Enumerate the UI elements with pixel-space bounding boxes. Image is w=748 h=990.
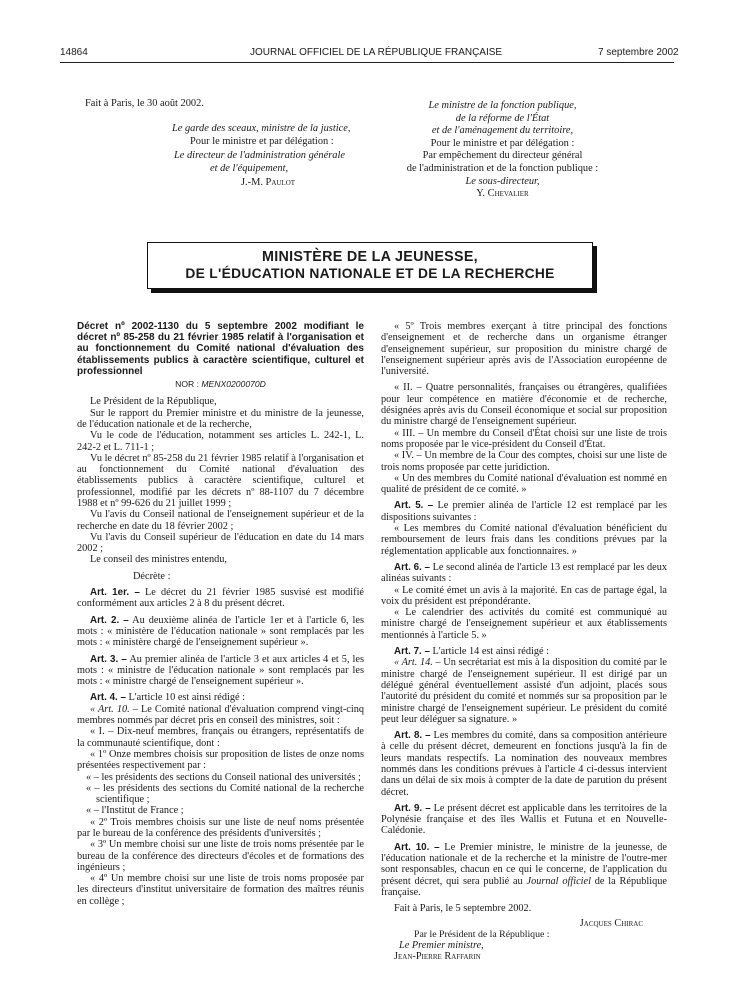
decrete: Décrète : bbox=[133, 570, 171, 582]
visa: Vu le code de l'éducation, notamment ses articles L. 242-1, L. 242-2 et L. 711-1 ; bbox=[77, 430, 364, 453]
signer-role: Le garde des sceaux, ministre de la justice, bbox=[172, 122, 351, 134]
intro: Le Président de la République, bbox=[90, 396, 217, 408]
article-2: Art. 2. – Au deuxième alinéa de l'article 1er et à l'article 6, les mots : « ministère de l'éducation nationale » sont remplacés par les mots : « ministère chargé de l'enseignement supérieur ». bbox=[77, 614, 364, 649]
page-number: 14864 bbox=[60, 47, 88, 58]
delegation-3: de l'administration et de la fonction publique : bbox=[406, 162, 599, 174]
delegation-2: Par empêchement du directeur général bbox=[422, 150, 583, 162]
director-role: Le directeur de l'administration générale bbox=[174, 149, 345, 161]
decree-column-right bbox=[381, 321, 667, 963]
signature-block bbox=[381, 918, 667, 963]
article-6-quote-1: « Le comité émet un avis à la majorité. En cas de partage égal, la voix du président est prépondérante. bbox=[381, 584, 667, 607]
signer-name: Y. Chevalier bbox=[476, 188, 529, 200]
signed-place-date: Fait à Paris, le 5 septembre 2002. bbox=[394, 903, 532, 915]
article-10-2: « 2º Trois membres choisis sur une liste de neuf noms présentée par le bureau de la conférence des présidents d'universités ; bbox=[77, 816, 364, 839]
list-item: « – les présidents des sections du Comité national de la recherche scientifique ; bbox=[86, 782, 364, 806]
visa: Vu l'avis du Conseil national de l'enseignement supérieur et de la recherche en date du 18 février 2002 ; bbox=[77, 509, 364, 532]
journal-title: JOURNAL OFFICIEL DE LA RÉPUBLIQUE FRANÇAISE bbox=[250, 47, 503, 58]
minister-role-3: et de l'aménagement du territoire, bbox=[431, 125, 574, 137]
ministry-line-2: DE L'ÉDUCATION NATIONALE ET DE LA RECHERCHE bbox=[185, 266, 555, 281]
minister-role-2: de la réforme de l'État bbox=[455, 112, 550, 124]
article-10-4: « 4º Un membre choisi sur une liste de trois noms proposée par les directeurs d'institut universitaire de formation des maîtres réunis en collège ; bbox=[77, 873, 364, 907]
minister-role: Le ministre de la fonction publique, bbox=[428, 100, 577, 111]
subdirector-role: Le sous-directeur, bbox=[465, 175, 540, 187]
previous-signature-left bbox=[65, 97, 365, 190]
article-10-quote: « Art. 10. – Le Comité national d'évaluation comprend vingt-cinq membres nommés par décret pris en conseil des ministres, soit : bbox=[77, 703, 365, 727]
list-item: « – l'Institut de France ; bbox=[86, 805, 184, 817]
article-5-quote: « Les membres du Comité national d'évaluation bénéficient du remboursement de leurs frais dans les conditions prévues par la réglementation applicable aux fonctionnaires. » bbox=[381, 523, 667, 557]
article-7: Art. 7. – L'article 14 est ainsi rédigé : bbox=[394, 646, 550, 658]
signer-name: J.-M. Paulot bbox=[241, 176, 296, 188]
article-4: Art. 4. – L'article 10 est ainsi rédigé : bbox=[90, 692, 246, 704]
visa: Sur le rapport du Premier ministre et du ministre de la jeunesse, de l'éducation nationale et de la recherche, bbox=[77, 407, 364, 430]
ministry-line-1: MINISTÈRE DE LA JEUNESSE, bbox=[262, 249, 478, 265]
article-10-III: « III. – Un membre du Conseil d'État choisi sur une liste de trois noms proposée par le vice-président du Conseil d'État. bbox=[381, 427, 667, 450]
decree-column-left bbox=[77, 321, 364, 907]
visa: Vu l'avis du Conseil supérieur de l'éducation en date du 14 mars 2002 ; bbox=[77, 531, 364, 555]
article-10-I: « I. – Dix-neuf membres, français ou étrangers, représentatifs de la communauté scientifique, dont : bbox=[77, 726, 364, 749]
article-6: Art. 6. – Le second alinéa de l'article 13 est remplacé par les deux alinéas suivants : bbox=[381, 561, 668, 585]
article-10-IV: « IV. – Un membre de la Cour des comptes, choisi sur une liste de trois noms proposée par cette juridiction. bbox=[381, 450, 667, 473]
article-10: Art. 10. – Le Premier ministre, le ministre de la jeunesse, de l'éducation nationale et de la recherche et la ministre de l'outre-mer sont responsables, chacun en ce qui le concerne, de l'application du présent décret, qui sera publié au Journal officiel de la République française. bbox=[381, 841, 667, 898]
header-rule bbox=[60, 62, 674, 63]
article-5: Art. 5. – Le premier alinéa de l'article 12 est remplacé par les dispositions suivantes : bbox=[381, 500, 667, 523]
previous-signature-right bbox=[380, 100, 625, 201]
visa: Le conseil des ministres entendu, bbox=[90, 554, 227, 566]
article-9: Art. 9. – Le présent décret est applicable dans les territoires de la Polynésie française et des îles Wallis et Futuna et en Nouvelle-Calédonie. bbox=[381, 802, 667, 837]
article-10-3: « 3º Un membre choisi sur une liste de trois noms présentée par le bureau de la conférence des directeurs d'écoles et de formations des ingénieurs ; bbox=[77, 839, 364, 873]
place-date: Fait à Paris, le 30 août 2002. bbox=[85, 98, 204, 109]
article-10-1: « 1º Onze membres choisis sur proposition de listes de onze noms présentées respectivement par : bbox=[77, 748, 364, 772]
delegation: Pour le ministre et par délégation : bbox=[430, 137, 575, 149]
article-10-5: « 5º Trois membres exerçant à titre principal des fonctions d'enseignement et de recherche dans un organisme étranger d'enseignement supérieur, sur proposition du ministre chargé de l'enseignement supérieur après avis de l'Association européenne de l'université. bbox=[381, 321, 667, 378]
article-14-quote: « Art. 14. – Un secrétariat est mis à la disposition du comité par le ministre chargé de l'enseignement supérieur. Il est dirigé par un délégué général éventuellement assisté d'un adjoint, placés sous l'autorité du président du comité et nommés sur sa proposition par le ministre chargé de l'enseignement supérieur. Le président du comité peut leur déléguer sa signature. » bbox=[381, 657, 668, 725]
pm-role: Le Premier ministre, bbox=[399, 940, 484, 952]
director-role-cont: et de l'équipement, bbox=[210, 163, 289, 175]
delegation: Pour le ministre et par délégation : bbox=[190, 136, 334, 148]
article-3: Art. 3. – Au premier alinéa de l'article 3 et aux articles 4 et 5, les mots : « ministre de l'éducation nationale » sont remplacés par les mots : « ministre chargé de l'enseignement supérieur ». bbox=[77, 653, 364, 688]
article-1: Art. 1er. – Le décret du 21 février 1985 susvisé est modifié conformément aux articles 2 à 8 du présent décret. bbox=[77, 587, 365, 610]
decree-title: Décret nº 2002-1130 du 5 septembre 2002 modifiant le décret nº 85-258 du 21 février 1985 relatif à l'organisation et au fonctionnement du Comité national d'évaluation des établissements publics à caractère scientifique, culturel et professionnel bbox=[77, 321, 364, 377]
list-item: « – les présidents des sections du Conseil national des universités ; bbox=[86, 771, 361, 783]
header-date: 7 septembre 2002 bbox=[598, 47, 679, 58]
article-6-quote-2: « Le calendrier des activités du comité est communiqué au ministre chargé de l'enseignement supérieur et aux établissements mentionnés à l'article 5. » bbox=[381, 607, 667, 641]
by-president: Par le Président de la République : bbox=[414, 928, 550, 940]
ministry-heading-box bbox=[147, 242, 593, 289]
president-name: Jacques Chirac bbox=[579, 917, 643, 929]
article-10-president: « Un des membres du Comité national d'évaluation est nommé en qualité de président de ce comité. » bbox=[381, 472, 667, 496]
nor-reference: NOR : MENX0200070D bbox=[175, 379, 266, 390]
article-10-II: « II. – Quatre personnalités, françaises ou étrangères, qualifiées pour leur compétence en matière d'économie et de recherche, désignées après avis du Conseil économique et social sur proposition du ministre chargé de l'enseignement supérieur. bbox=[381, 382, 667, 428]
pm-name: Jean-Pierre Raffarin bbox=[394, 951, 481, 963]
article-8: Art. 8. – Les membres du comité, dans sa composition antérieure à celle du présent décret, demeurent en fonctions jusqu'à la fin de leurs mandats respectifs. La nomination des nouveaux membres nommés dans les conditions prévues à l'article 4 ci-dessus intervient dans un délai de six mois à compter de la date de parution du présent décret. bbox=[381, 730, 667, 798]
visa: Vu le décret nº 85-258 du 21 février 1985 relatif à l'organisation et au fonctionnement du Comité national d'évaluation des établissements publics à caractère scientifique, culturel et professionnel, modifié par les décrets nº 88-1107 du 7 décembre 1988 et nº 99-626 du 21 juillet 1999 ; bbox=[77, 452, 364, 509]
